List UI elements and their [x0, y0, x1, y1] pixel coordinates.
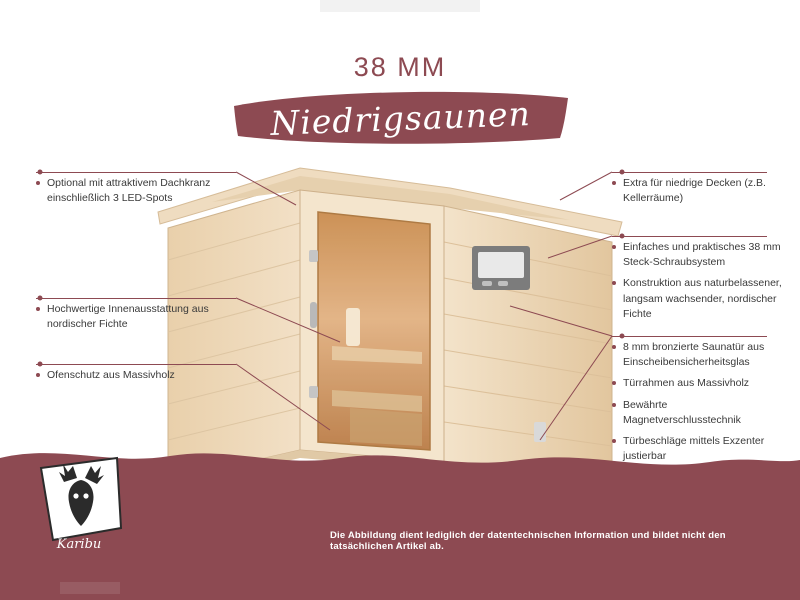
callout-item: Bewährte Magnetverschlusstechnik	[612, 398, 782, 428]
callout-item: Ofenschutz aus Massivholz	[36, 368, 236, 383]
leader-line-left-2	[36, 298, 236, 299]
brand-name: Karibu	[56, 537, 102, 552]
callout-item: Hochwertige Innenausstattung aus nordischer Fichte	[36, 302, 236, 332]
leader-line-right-1	[612, 172, 767, 173]
brand-logo	[33, 452, 125, 544]
callout-item: Extra für niedrige Decken (z.B. Kellerräume)	[612, 176, 777, 206]
callout-item: Optional mit attraktivem Dachkranz einschließlich 3 LED-Spots	[36, 176, 236, 206]
callout-item: 8 mm bronzierte Saunatür aus Einscheibensicherheitsglas	[612, 340, 782, 370]
top-watermark-strip	[320, 0, 480, 12]
bottom-watermark-strip	[60, 582, 120, 594]
callout-item: Konstruktion aus naturbelassener, langsam wachsender, nordischer Fichte	[612, 276, 782, 322]
leader-line-left-1	[36, 172, 236, 173]
callout-left-1	[36, 176, 236, 212]
callout-item: Einfaches und praktisches 38 mm Steck-Schraubsystem	[612, 240, 782, 270]
leader-line-right-2	[612, 236, 767, 237]
callout-item: Türrahmen aus Massivholz	[612, 376, 782, 391]
callout-right-1	[612, 176, 777, 212]
banner-title: Niedrigsaunen	[269, 93, 532, 143]
callout-right-2	[612, 240, 782, 328]
leader-line-right-3	[612, 336, 767, 337]
callout-left-3	[36, 368, 236, 389]
callout-item: Türbeschläge mittels Exzenter justierbar	[612, 434, 782, 464]
callout-left-2	[36, 302, 236, 338]
leader-line-left-3	[36, 364, 236, 365]
page-title-mm: 38 MM	[353, 52, 447, 82]
disclaimer-text: Die Abbildung dient lediglich der datentechnischen Information und bildet nicht den tatsächlichen Artikel ab.	[330, 530, 726, 552]
